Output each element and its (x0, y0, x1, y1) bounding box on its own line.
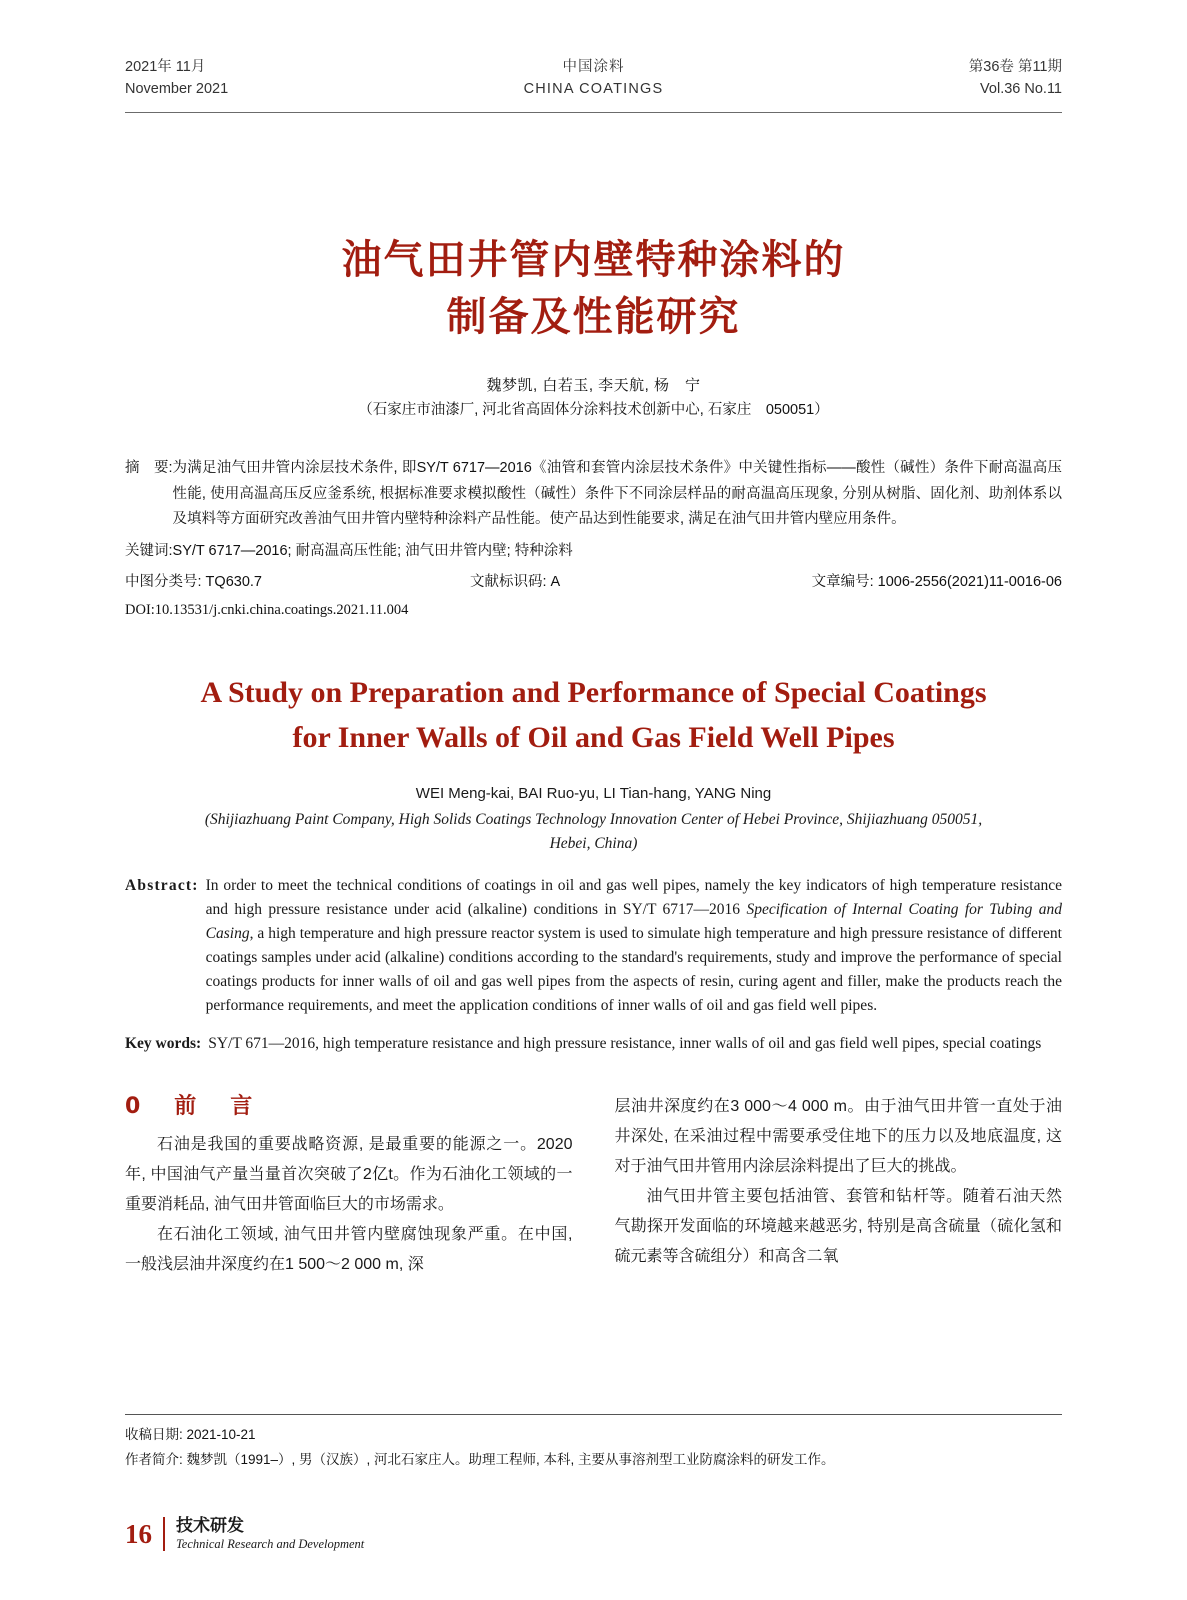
classification-row (125, 570, 1062, 595)
page-title-cn-line2: 制备及性能研究 (446, 294, 741, 340)
doi: DOI:10.13531/j.cnki.china.coatings.2021.11.004 (125, 602, 409, 618)
affiliation-cn: （石家庄市油漆厂, 河北省高固体分涂料技术创新中心, 石家庄 050051） (358, 402, 829, 418)
footer-section-label (176, 1516, 364, 1552)
paragraph: 层油井深度约在3 000～4 000 m。由于油气田井管一直处于油井深处, 在采油过程中需要承受住地下的压力以及地底温度, 这对于油气田井管用内涂层涂料提出了巨大的挑战。 (614, 1097, 1062, 1175)
article-number: 文章编号: 1006-2556(2021)11-0016-06 (811, 574, 1062, 590)
running-head-left-cn: 2021年 11月 (125, 59, 206, 75)
abstract-en-standard-title: Specification of Internal Coating for Tubing and Casing (205, 900, 1063, 942)
abstract-cn-block (125, 456, 1062, 624)
keywords-cn-text: SY/T 6717—2016; 耐高温高压性能; 油气田井管内壁; 特种涂料 (172, 542, 573, 559)
footnote-block (125, 1414, 1062, 1472)
keywords-en-label: Key words: (125, 1034, 202, 1052)
footer-section-cn: 技术研发 (176, 1516, 244, 1536)
volume-issue-cn: 第36卷 第11期 (968, 59, 1062, 75)
keywords-cn-row (125, 539, 1062, 565)
running-head (125, 56, 1062, 113)
paragraph: 在石油化工领域, 油气田井管内壁腐蚀现象严重。在中国, 一般浅层油井深度约在1 500～2 000 m, 深 (125, 1225, 573, 1273)
abstract-en-row (125, 874, 1062, 1018)
clc-number: 中图分类号: TQ630.7 (125, 574, 262, 590)
paragraph: 石油是我国的重要战略资源, 是最重要的能源之一。2020年, 中国油气产量当量首次突破了2亿t。作为石油化工领域的一重要消耗品, 油气田井管面临巨大的市场需求。 (125, 1135, 573, 1213)
affiliation-en (125, 808, 1062, 856)
footer-section-en: Technical Research and Development (176, 1537, 365, 1551)
body-text-left (125, 1130, 573, 1280)
page-title-cn-line1: 油气田井管内壁特种涂料的 (341, 237, 846, 283)
page-title-en-line1: A Study on Preparation and Performance of Special Coatings (200, 675, 987, 709)
paragraph: 油气田井管主要包括油管、套管和钻杆等。随着石油天然气勘探开发面临的环境越来越恶劣, 特别是高含硫量（硫化氢和硫元素等含硫组分）和高含二氧 (614, 1187, 1062, 1265)
abstract-en-label: Abstract: (125, 876, 199, 894)
author-bio: 作者简介: 魏梦凯（1991–）, 男（汉族）, 河北石家庄人。助理工程师, 本科, 主要从事溶剂型工业防腐涂料的研发工作。 (125, 1452, 835, 1467)
section-heading-intro: 0 前 言 (125, 1093, 259, 1119)
affiliation-en-line2: Hebei, China) (549, 834, 638, 852)
affiliation-en-line1: (Shijiazhuang Paint Company, High Solids Coatings Technology Innovation Center of Hebei Province, Shijiazhuang 050051, (204, 810, 983, 828)
abstract-cn-label: 摘 要: (125, 460, 173, 476)
keywords-en-row (125, 1032, 1062, 1056)
body-column-right (615, 1092, 1063, 1280)
page-number: 16 (125, 1519, 152, 1549)
abstract-en-part1: In order to meet the technical conditions of coatings in oil and gas well pipes, namely the key indicators of high temperature resistance and high pressure resistance under acid (alkaline) conditions in SY/T 6717—2016 (205, 876, 1062, 918)
journal-name-cn: 中国涂料 (562, 59, 625, 75)
authors-cn: 魏梦凯, 白若玉, 李天航, 杨 宁 (486, 377, 701, 394)
keywords-en-text: SY/T 671—2016, high temperature resistance and high pressure resistance, inner walls of oil and gas field well pipes, special coatings (208, 1034, 1042, 1052)
abstract-en-text (206, 874, 1062, 1018)
authors-en: WEI Meng-kai, BAI Ruo-yu, LI Tian-hang, YANG Ning (415, 784, 772, 802)
running-head-center (125, 56, 1062, 100)
page-title-en-line2: for Inner Walls of Oil and Gas Field Well Pipes (292, 720, 895, 754)
abstract-cn-text: 为满足油气田井管内涂层技术条件, 即SY/T 6717—2016《油管和套管内涂层技术条件》中关键性指标——酸性（碱性）条件下耐高温高压性能, 使用高温高压反应釜系统, 根据标准要求模拟酸性（碱性）条件下不同涂层样品的耐高温高压现象, 分别从树脂、固化剂、助剂体系以及填料等方面研究改善油气田井管内壁特种涂料产品性能。使产品达到性能要求, 满足在油气田井管内壁应用条件。 (172, 460, 1062, 527)
page-footer (125, 1516, 364, 1552)
volume-issue-en: Vol.36 No.11 (980, 81, 1062, 97)
body-column-left (125, 1092, 573, 1280)
document-code: 文献标识码: A (470, 574, 561, 590)
page-title-cn (125, 232, 1062, 346)
abstract-en-block (125, 874, 1062, 1056)
abstract-cn-row (125, 456, 1062, 533)
journal-name-en: CHINA COATINGS (523, 81, 664, 97)
body-text-right (615, 1092, 1063, 1272)
footer-divider (163, 1517, 165, 1551)
page-title-en (125, 670, 1062, 760)
keywords-cn-label: 关键词: (125, 542, 173, 559)
body-columns (125, 1092, 1062, 1280)
received-date: 收稿日期: 2021-10-21 (125, 1427, 256, 1442)
abstract-en-part2: , a high temperature and high pressure reactor system is used to simulate high temperature and high pressure resistance of different coatings samples under acid (alkaline) conditions according to the standard's requirements, study and improve the performance of special coatings products for inner walls of oil and gas well pipes from the aspects of resin, curing agent and filler, make the products reach the performance requirements, and meet the application conditions of inner walls of oil and gas field well pipes. (205, 924, 1062, 1014)
running-head-left-en: November 2021 (125, 81, 229, 97)
running-head-right (969, 56, 1062, 100)
